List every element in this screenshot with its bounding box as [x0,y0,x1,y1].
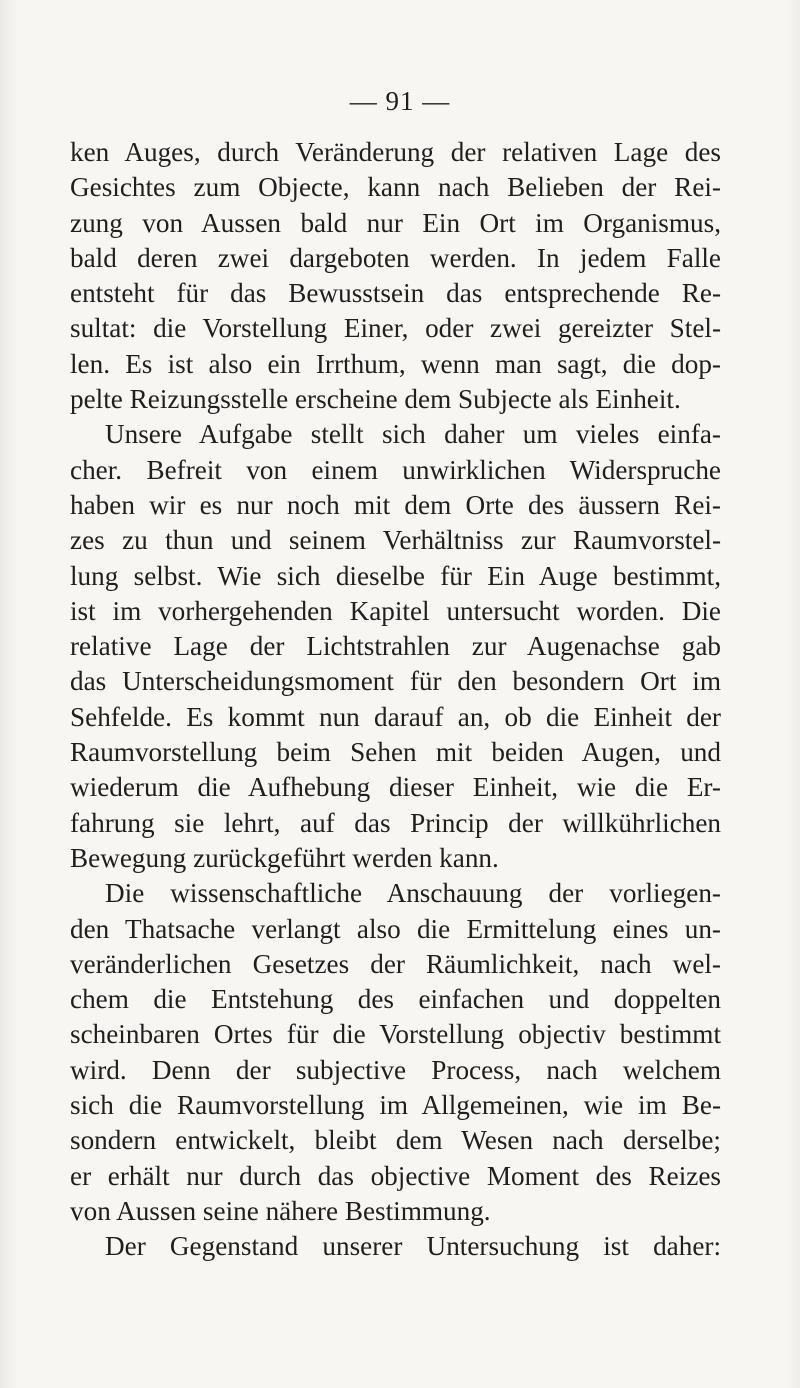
text-line: fahrung sie lehrt, auf das Princip der willkührlichen [70,807,721,838]
text-line: Bewegung zurückgeführt werden kann. [70,842,499,873]
text-line: scheinbaren Ortes für die Vorstellung objectiv bestimmt [70,1019,721,1050]
body-text [70,135,721,1265]
text-line: das Unterscheidungsmoment für den besondern Ort im [70,666,721,697]
text-line: lung selbst. Wie sich dieselbe für Ein Auge bestimmt, [70,560,721,591]
text-line: Unsere Aufgabe stellt sich daher um vieles einfa- [105,419,721,450]
text-line: pelte Reizungsstelle erscheine dem Subjecte als Einheit. [70,384,681,415]
text-line: entsteht für das Bewusstsein das entsprechende Re- [70,278,721,309]
text-line: sultat: die Vorstellung Einer, oder zwei gereizter Stel- [70,313,721,344]
text-line: cher. Befreit von einem unwirklichen Widerspruche [70,454,721,485]
text-line: zung von Aussen bald nur Ein Ort im Organismus, [70,207,721,238]
text-line: wiederum die Aufhebung dieser Einheit, wie die Er- [70,772,721,803]
text-line: sondern entwickelt, bleibt dem Wesen nach derselbe; [70,1125,721,1156]
text-line: Gesichtes zum Objecte, kann nach Belieben der Rei- [70,172,721,203]
text-line: Sehfelde. Es kommt nun darauf an, ob die Einheit der [70,701,721,732]
text-line: zes zu thun und seinem Verhältniss zur Raumvorstel- [70,525,721,556]
text-line: Der Gegenstand unserer Untersuchung ist daher: [105,1231,721,1262]
text-line: haben wir es nur noch mit dem Orte des äussern Rei- [70,489,721,520]
text-line: er erhält nur durch das objective Moment des Reizes [70,1160,721,1191]
text-line: sich die Raumvorstellung im Allgemeinen, wie im Be- [70,1090,721,1121]
text-line: chem die Entstehung des einfachen und doppelten [70,984,721,1015]
text-line: bald deren zwei dargeboten werden. In jedem Falle [70,242,721,273]
text-line: den Thatsache verlangt also die Ermittelung eines un- [70,913,721,944]
page-number: — 91 — [349,86,451,116]
text-line: ken Auges, durch Veränderung der relativen Lage des [70,137,721,167]
text-line: ist im vorhergehenden Kapitel untersucht worden. Die [70,595,721,626]
text-line: veränderlichen Gesetzes der Räumlichkeit, nach wel- [70,948,721,979]
text-line: Die wissenschaftliche Anschauung der vorliegen- [105,878,721,909]
text-line: Raumvorstellung beim Sehen mit beiden Augen, und [70,737,721,768]
text-line: relative Lage der Lichtstrahlen zur Augenachse gab [70,631,721,662]
text-line: len. Es ist also ein Irrthum, wenn man sagt, die dop- [70,348,721,379]
text-line: wird. Denn der subjective Process, nach welchem [70,1054,721,1085]
text-line: von Aussen seine nähere Bestimmung. [70,1195,491,1226]
